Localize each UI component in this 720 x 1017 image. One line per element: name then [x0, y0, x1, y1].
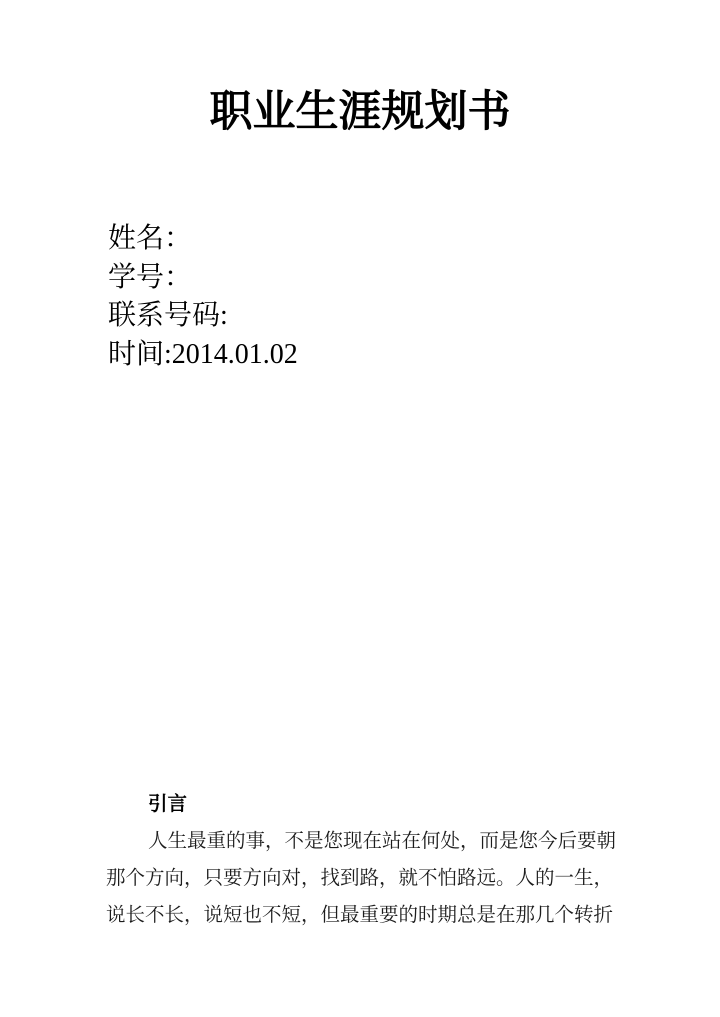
intro-section-heading: 引言	[148, 793, 188, 815]
info-field-date	[108, 336, 298, 375]
info-field-student-id	[108, 259, 298, 298]
info-fields-block	[108, 220, 298, 374]
info-field-name-label: 姓名：	[108, 223, 193, 254]
info-field-name	[108, 220, 298, 259]
info-field-contact-number	[108, 297, 298, 336]
info-field-date-value: 2014.01.02	[171, 338, 298, 370]
info-field-date-label: 时间:	[108, 338, 172, 370]
document-title: 职业生涯规划书	[209, 89, 511, 136]
paragraph-line-1: 人生最重的事，不是您现在站在何处，而是您今后要朝	[148, 830, 617, 852]
intro-section	[106, 786, 618, 934]
paragraph-line-2: 那个方向，只要方向对，找到路，就不怕路远。人的一生，	[106, 867, 614, 889]
paragraph-line-3: 说长不长，说短也不短，但最重要的时期总是在那几个转折	[106, 904, 614, 926]
info-field-student-id-label: 学号：	[108, 261, 193, 293]
info-field-contact-number-label: 联系号码:	[108, 300, 228, 331]
